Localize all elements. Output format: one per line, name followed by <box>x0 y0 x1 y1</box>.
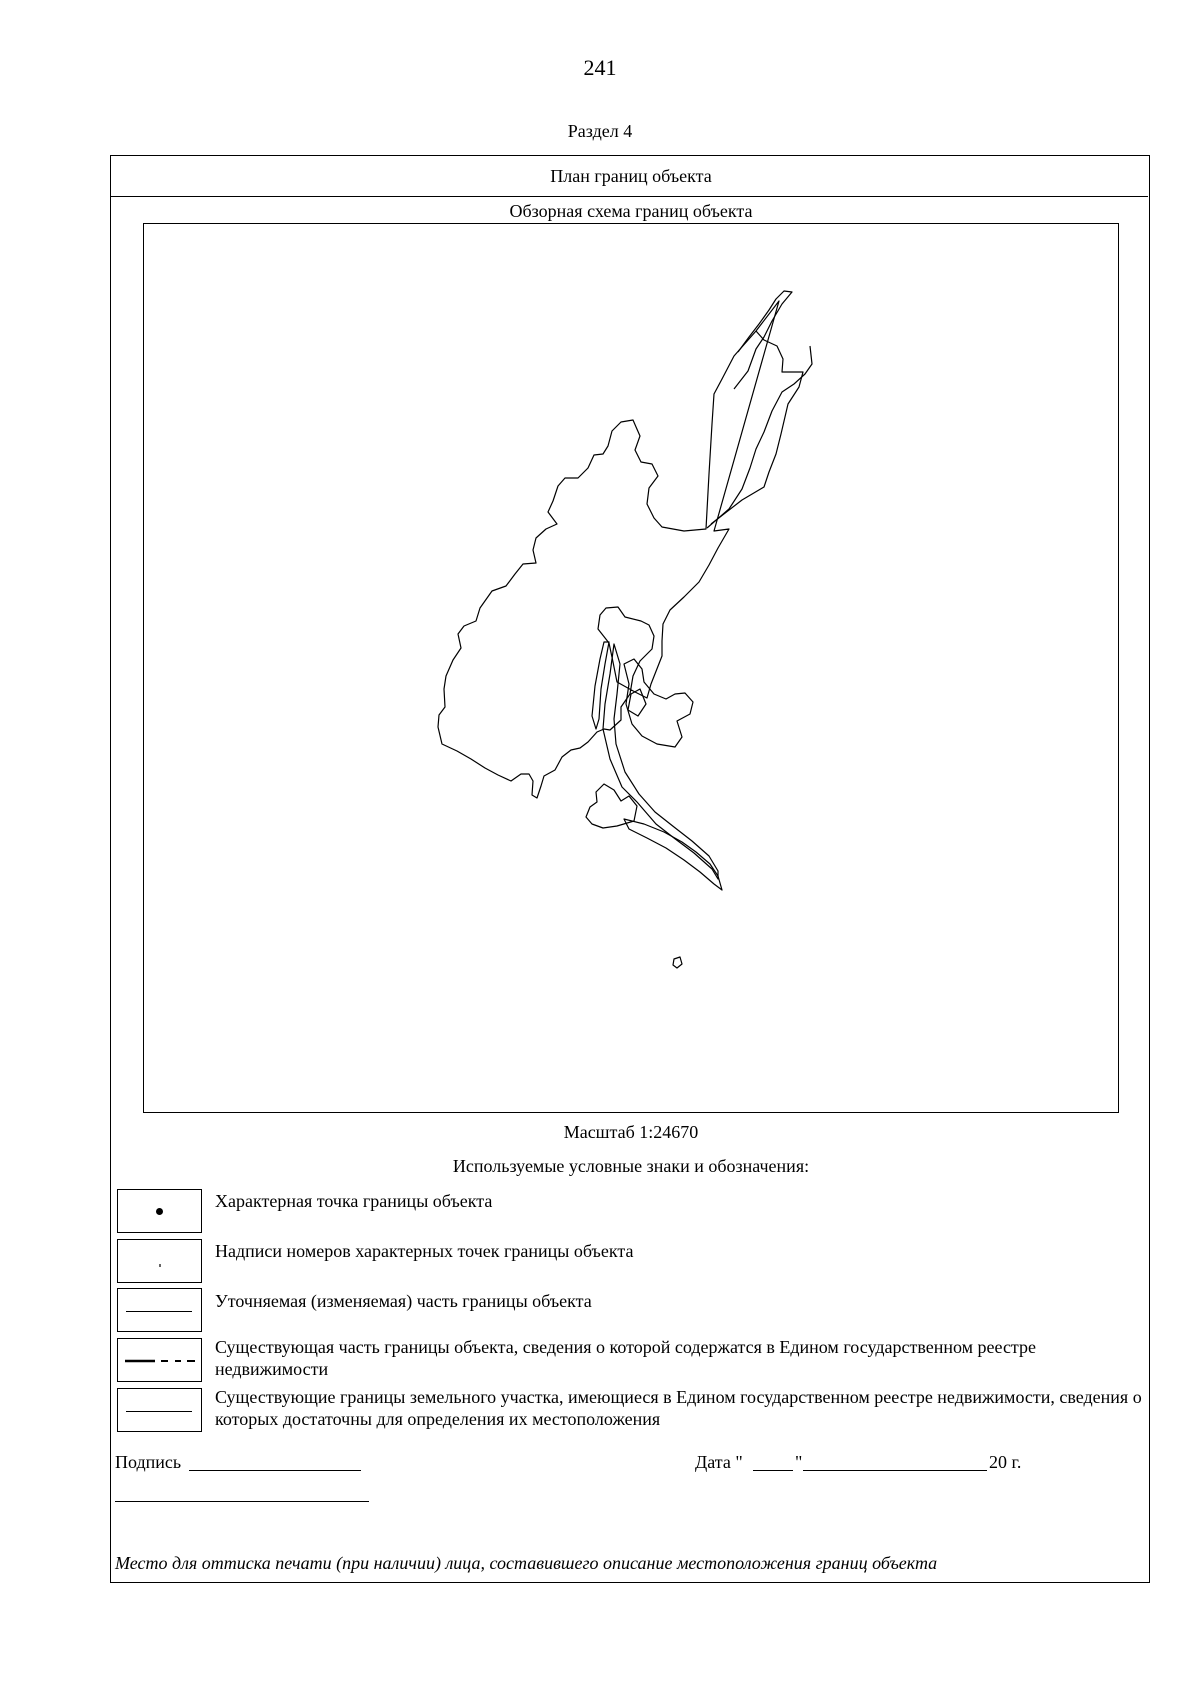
boundary-outline <box>438 301 779 798</box>
dash-dot-line-icon <box>119 1340 199 1380</box>
date-year-label: 20 г. <box>989 1452 1022 1472</box>
title-divider <box>111 196 1148 197</box>
legend-symbol-point <box>117 1189 202 1233</box>
legend-symbol-thin-line <box>117 1388 202 1432</box>
boundary-west-spur <box>592 642 609 729</box>
boundary-inner-channel <box>603 644 718 879</box>
date-label: Дата " <box>695 1452 743 1472</box>
signature-name-field[interactable] <box>115 1501 369 1502</box>
overview-map <box>143 223 1119 1113</box>
overview-title: Обзорная схема границ объекта <box>509 201 753 221</box>
map-scale-label: Масштаб 1:24670 <box>563 1122 699 1142</box>
boundary-outline-north <box>711 331 803 524</box>
boundary-outline-northeast <box>734 291 792 389</box>
solid-line-icon <box>126 1311 192 1312</box>
signature-field[interactable] <box>189 1470 361 1471</box>
point-number-label-icon <box>159 1264 161 1267</box>
point-icon <box>156 1208 163 1215</box>
legend-label-dash-dot-line: Существующая часть границы объекта, сведения о которой содержатся в Едином государственном реестре недвижимости <box>215 1337 1037 1379</box>
legend-symbol-dash-dot-line <box>117 1338 202 1382</box>
legend-symbol-point-number <box>117 1239 202 1283</box>
legend-symbol-solid-line <box>117 1288 202 1332</box>
boundary-small-parcel <box>673 957 682 968</box>
date-month-field[interactable] <box>803 1470 987 1471</box>
date-quote-close: " <box>795 1452 803 1472</box>
date-day-field[interactable] <box>753 1470 793 1471</box>
seal-placeholder-note: Место для оттиска печати (при наличии) лица, составившего описание местоположения границ объекта <box>115 1553 938 1573</box>
legend-label-solid-line: Уточняемая (изменяемая) часть границы объекта <box>215 1291 592 1311</box>
boundary-south-island <box>586 784 637 828</box>
legend-label-thin-line: Существующие границы земельного участка, имеющиеся в Едином государственном реестре недвижимости, сведения о которых достаточны для определения их местоположения <box>215 1387 1142 1429</box>
section-title: Раздел 4 <box>567 121 633 141</box>
boundary-map-drawing <box>144 224 1117 1111</box>
document-frame <box>110 155 1150 1583</box>
legend-label-point: Характерная точка границы объекта <box>215 1191 493 1211</box>
plan-title: План границ объекта <box>550 166 712 186</box>
legend-label-point-number: Надписи номеров характерных точек границы объекта <box>215 1241 634 1261</box>
page-number: 241 <box>583 55 617 80</box>
signature-label: Подпись <box>115 1452 182 1472</box>
legend-title: Используемые условные знаки и обозначения: <box>452 1156 810 1176</box>
thin-solid-line-icon <box>126 1411 192 1412</box>
